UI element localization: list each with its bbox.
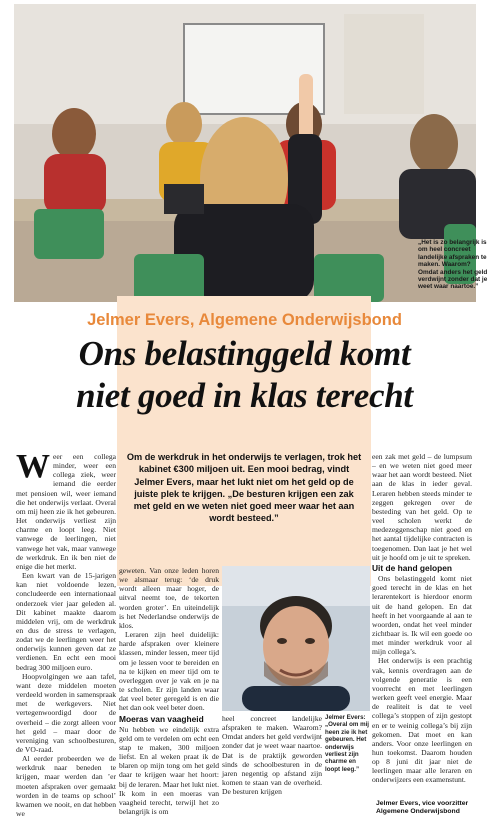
kicker-author: Jelmer Evers, Algemene Onderwijsbond	[87, 311, 402, 329]
subheading-uit-de-hand: Uit de hand gelopen	[372, 562, 453, 573]
body-column-4	[372, 452, 472, 785]
headline-line-2: niet goed in klas terecht	[76, 376, 413, 415]
body-paragraph: Nu hebben we eindelijk extra geld om te verdelen om echt een stap te maken, 300 miljoen liefst. En al weken praat ik de blaren op mijn tong om het geld daar te krijgen waar het hoort: bij de leraren. Maar het lukt niet. Ik kom in een moeras van vaagheid terecht, terwijl het zo belangrijk is om	[119, 724, 219, 817]
body-column-2	[119, 566, 219, 816]
body-paragraph: Al eerder probeerden we de werkdruk naar beneden te krijgen, maar werden dan ’er moeten afspraken over gemaakt worden in de teams op school’ kwamen we nooit, en dat hebben we	[16, 754, 116, 819]
body-paragraph: Hoopvolgingen we aan tafel, want deze middelen moeten verdeeld worden in samenspraak met de werkgevers. Niet vertegenwoordigd door de overheid – die zorgt alleen voor het geld – maar door de vereniging van schoolbesturen, de VO-raad.	[16, 671, 116, 754]
portrait-caption: Jelmer Evers: „Overal om mij heen zie ik het gebeuren. Het onderwijs verliest zijn charme en loopt leeg.”	[325, 714, 370, 773]
classroom-photo	[14, 4, 488, 302]
headline	[0, 333, 489, 417]
photo-pull-quote: „Het is zo belangrijk is om heel concreet landelijke afspraken te maken. Waarom? Omdat anders het geld verdwijnt zonder dat je weet waar naartoe.”	[418, 239, 488, 291]
portrait-illustration	[222, 566, 370, 711]
classroom-illustration	[14, 4, 476, 302]
lead-paragraph: Om de werkdruk in het onderwijs te verlagen, trok het kabinet €300 miljoen uit. Een mooi bedrag, vindt Jelmer Evers, maar het lukt niet om het geld op de juiste plek te krijgen. „De besturen krijgen een zak met geld en we weten niet goed meer waar het aan wordt besteed.”	[126, 452, 362, 524]
subheading-moeras: Moeras van vaagheid	[119, 713, 204, 724]
portrait-photo	[222, 566, 370, 711]
body-paragraph: een zak met geld – de lumpsum – en we weten niet goed meer waar het aan wordt besteed. Niet aan de klas in ieder geval. Leraren hebben steeds minder te zeggen gekregen over de besteding van het geld. Op te veel scholen werkt de medezeggenschap niet goed en het aantal tijdelijke contracten is toegenomen. Dan laat je het wel uit je hoofd om je uit te spreken.	[372, 452, 472, 562]
body-paragraph: Een kwart van de 15-jarigen kan niet voldoende lezen, concludeerde een internationaal onderzoek vier jaar geleden al. Dit kabinet maakte daarom middelen vrij, om de werkdruk en dus de stress te verlagen, zodat we de leerlingen weer het onderwijs kunnen geven dat ze verdienen. En echt een mooi bedrag 300 miljoen euro.	[16, 571, 116, 672]
body-paragraph: Ons belastinggeld komt niet goed terecht in de klas en het lerarentekort is hierdoor enorm uit de hand gelopen. En dat heeft in het voorgaande al aan te woorden, ondat het veel minder zichtbaar is. Ik wil een goede oo met minder werkdruk voor al mijn collega’s.	[372, 574, 472, 657]
headline-line-1: Ons belastinggeld komt	[78, 334, 411, 373]
body-column-1	[16, 448, 116, 819]
body-paragraph: heel concreet landelijke afspraken te maken. Waarom? Omdat anders het geld verdwijnt zonder dat je weet waar naartoe. Dat is de praktijk geworden sinds de schoolbesturen in de jaren negentig op afstand zijn komen te staan van de overheid. De besturen krijgen	[222, 714, 322, 797]
body-paragraph: geweten. Van onze leden horen we alsmaar terug: ‘de druk wordt alleen maar hoger, de uitval neemt toe, de tekorten worden groter’. En uiteindelijk is het Nederlandse onderwijs de klos.	[119, 566, 219, 630]
body-column-3	[222, 714, 322, 796]
drop-cap: W	[16, 448, 50, 485]
body-paragraph: eer een collega minder, weer een collega ziek, weer iemand die eerder met pensioen wil, weer iemand die het onderwijs verlaat. Overal om mij heen zie ik het gebeuren. Het onderwijs verliest zijn charme en loopt leeg. Niet vanwege de leerlingen, niet vanwege het vak, maar vanwege de werkdruk. En ik ben niet de enige die het merkt.	[16, 452, 116, 571]
body-paragraph: Leraren zijn heel duidelijk: harde afspraken over kleinere klassen, minder lessen, meer tijd om je lessen voor te bereiden en na te kijken en meer tijd om te overleggen over je vak en je na te scholen. Er zijn landen waar dat veel beter geregeld is en die het dan ook veel beter doen.	[119, 630, 219, 713]
body-paragraph: Het onderwijs is een prachtig vak, kennis overdragen aan de volgende generatie is een voorrecht en met leerlingen werken geeft veel energie. Maar de realiteit is dat te veel collega’s stoppen of zijn gestopt en er te weinig collega’s bij zijn gekomen. Dat moet en kan anders. Voor onze leerlingen en hun toekomst. Daarom houden op 8 juni dit jaar niet de leerlingen maar alle leraren en onderwijzers een examenstunt.	[372, 656, 472, 785]
author-signature: Jelmer Evers, vice voorzitter Algemene Onderwijsbond	[376, 800, 469, 815]
